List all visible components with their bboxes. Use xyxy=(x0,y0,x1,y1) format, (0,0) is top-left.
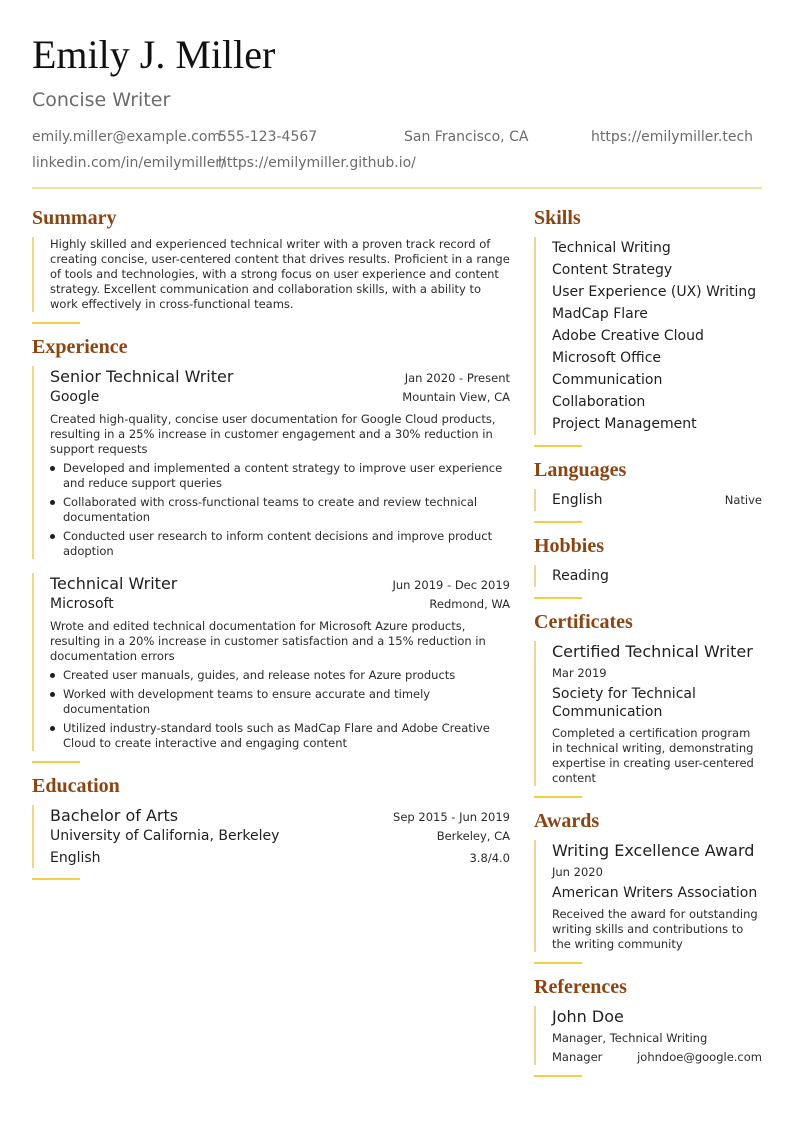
section-divider xyxy=(32,878,80,880)
job-bullets xyxy=(50,461,510,559)
skill-item: Content Strategy xyxy=(552,262,673,278)
gpa-score: 3.8/4.0 xyxy=(469,851,510,865)
section-divider xyxy=(534,796,582,798)
language-name: English xyxy=(552,492,603,508)
section-divider xyxy=(32,761,80,763)
section-divider xyxy=(534,521,582,523)
reference-relation: Manager xyxy=(552,1050,603,1064)
award-description: Received the award for outstanding writing skills and contributions to the writing community xyxy=(552,907,758,951)
awards-section xyxy=(534,808,762,964)
section-divider xyxy=(534,962,582,964)
summary-section xyxy=(32,205,510,324)
job-bullets xyxy=(50,668,510,751)
certificate-description: Completed a certification program in technical writing, demonstrating expertise in creating user-centered content xyxy=(552,726,754,785)
certificates-heading: Certificates xyxy=(534,611,633,633)
reference-name: John Doe xyxy=(552,1007,624,1026)
education-heading: Education xyxy=(32,775,120,797)
sidebar-column xyxy=(534,205,762,1077)
location: San Francisco, CA xyxy=(404,129,529,145)
certificates-section xyxy=(534,609,762,798)
experience-item xyxy=(32,573,510,751)
job-date: Jan 2020 - Present xyxy=(404,371,510,385)
bullet-icon xyxy=(50,726,55,731)
job-company: Microsoft xyxy=(50,596,114,612)
awards-heading: Awards xyxy=(534,810,600,832)
skill-item: Project Management xyxy=(552,416,697,432)
skills-section xyxy=(534,205,762,447)
job-position: Senior Technical Writer xyxy=(50,367,234,386)
job-position: Technical Writer xyxy=(50,574,178,593)
award-issuer: American Writers Association xyxy=(552,885,758,901)
section-divider xyxy=(32,322,80,324)
summary-heading: Summary xyxy=(32,207,117,229)
reference-email-link[interactable]: johndoe@google.com xyxy=(637,1050,762,1064)
school: University of California, Berkeley xyxy=(50,828,280,844)
section-divider xyxy=(534,597,582,599)
award-date: Jun 2020 xyxy=(552,865,603,879)
bullet-icon xyxy=(50,673,55,678)
hobbies-section xyxy=(534,533,762,599)
job-location: Redmond, WA xyxy=(429,597,510,611)
website-link[interactable]: https://emilymiller.tech xyxy=(591,129,754,145)
linkedin-link[interactable]: linkedin.com/in/emilymiller/ xyxy=(32,155,226,171)
job-bullet: Developed and implemented a content strategy to improve user experience and reduce support queries xyxy=(50,461,510,491)
hobbies-heading: Hobbies xyxy=(534,535,605,557)
languages-section xyxy=(534,457,762,523)
skill-item: Communication xyxy=(552,372,663,388)
skills-heading: Skills xyxy=(534,207,581,229)
job-bullet: Worked with development teams to ensure accurate and timely documentation xyxy=(50,687,510,717)
phone-number: 555-123-4567 xyxy=(218,129,318,145)
header-divider xyxy=(32,187,762,189)
certificate-item xyxy=(534,641,762,786)
job-summary: Created high-quality, concise user documentation for Google Cloud products, resulting in a 25% increase in customer engagement and a 30% reduction in support requests xyxy=(50,412,496,456)
job-location: Mountain View, CA xyxy=(402,390,510,404)
bullet-icon xyxy=(50,692,55,697)
education-section xyxy=(32,773,510,880)
references-heading: References xyxy=(534,976,627,998)
languages-heading: Languages xyxy=(534,459,627,481)
job-company: Google xyxy=(50,389,100,405)
hobbies-list xyxy=(534,565,762,587)
bullet-icon xyxy=(50,534,55,539)
job-bullet: Collaborated with cross-functional teams to create and review technical documentation xyxy=(50,495,510,525)
skill-item: Technical Writing xyxy=(552,240,671,256)
education-item xyxy=(32,805,510,868)
experience-section xyxy=(32,334,510,763)
skill-item: Adobe Creative Cloud xyxy=(552,328,704,344)
candidate-headline: Concise Writer xyxy=(32,89,171,111)
certificate-issuer: Society for Technical Communication xyxy=(552,686,696,720)
reference-role: Manager, Technical Writing xyxy=(552,1031,708,1045)
reference-contact-row xyxy=(552,1049,762,1065)
job-bullet: Conducted user research to inform content decisions and improve product adoption xyxy=(50,529,510,559)
school-location: Berkeley, CA xyxy=(436,829,510,843)
study-area: English xyxy=(50,850,101,866)
candidate-name: Emily J. Miller xyxy=(32,32,276,77)
award-item xyxy=(534,840,762,952)
section-divider xyxy=(534,445,582,447)
github-link[interactable]: https://emilymiller.github.io/ xyxy=(218,155,416,171)
hobby-item: Reading xyxy=(552,568,609,584)
job-date: Jun 2019 - Dec 2019 xyxy=(392,578,510,592)
education-date: Sep 2015 - Jun 2019 xyxy=(393,810,510,824)
reference-item xyxy=(534,1006,762,1065)
language-item xyxy=(552,489,762,511)
certificate-name: Certified Technical Writer xyxy=(552,642,753,661)
email-link[interactable]: emily.miller@example.com xyxy=(32,129,222,145)
experience-item xyxy=(32,366,510,559)
skills-list xyxy=(534,237,762,435)
languages-list xyxy=(534,489,762,511)
language-level: Native xyxy=(724,493,762,507)
summary-body xyxy=(32,237,510,312)
skill-item: Collaboration xyxy=(552,394,646,410)
references-section xyxy=(534,974,762,1077)
summary-text: Highly skilled and experienced technical writer with a proven track record of creating concise, user-centered content that drives results. Proficient in a range of tools and technologies, with a strong focus on user experience and content strategy. Excellent communication and collaboration skills, with a ability to work effectively in cross-functional teams. xyxy=(50,237,510,311)
skill-item: MadCap Flare xyxy=(552,306,648,322)
job-bullet: Utilized industry-standard tools such as MadCap Flare and Adobe Creative Cloud to create interactive and engaging content xyxy=(50,721,510,751)
bullet-icon xyxy=(50,500,55,505)
job-bullet: Created user manuals, guides, and release notes for Azure products xyxy=(50,668,510,683)
degree: Bachelor of Arts xyxy=(50,806,179,825)
section-divider xyxy=(534,1075,582,1077)
skill-item: User Experience (UX) Writing xyxy=(552,284,757,300)
job-summary: Wrote and edited technical documentation for Microsoft Azure products, resulting in a 20% increase in customer satisfaction and a 15% reduction in documentation errors xyxy=(50,619,486,663)
skill-item: Microsoft Office xyxy=(552,350,662,366)
bullet-icon xyxy=(50,466,55,471)
certificate-date: Mar 2019 xyxy=(552,666,607,680)
award-name: Writing Excellence Award xyxy=(552,841,755,860)
experience-heading: Experience xyxy=(32,336,128,358)
main-column xyxy=(32,205,510,880)
